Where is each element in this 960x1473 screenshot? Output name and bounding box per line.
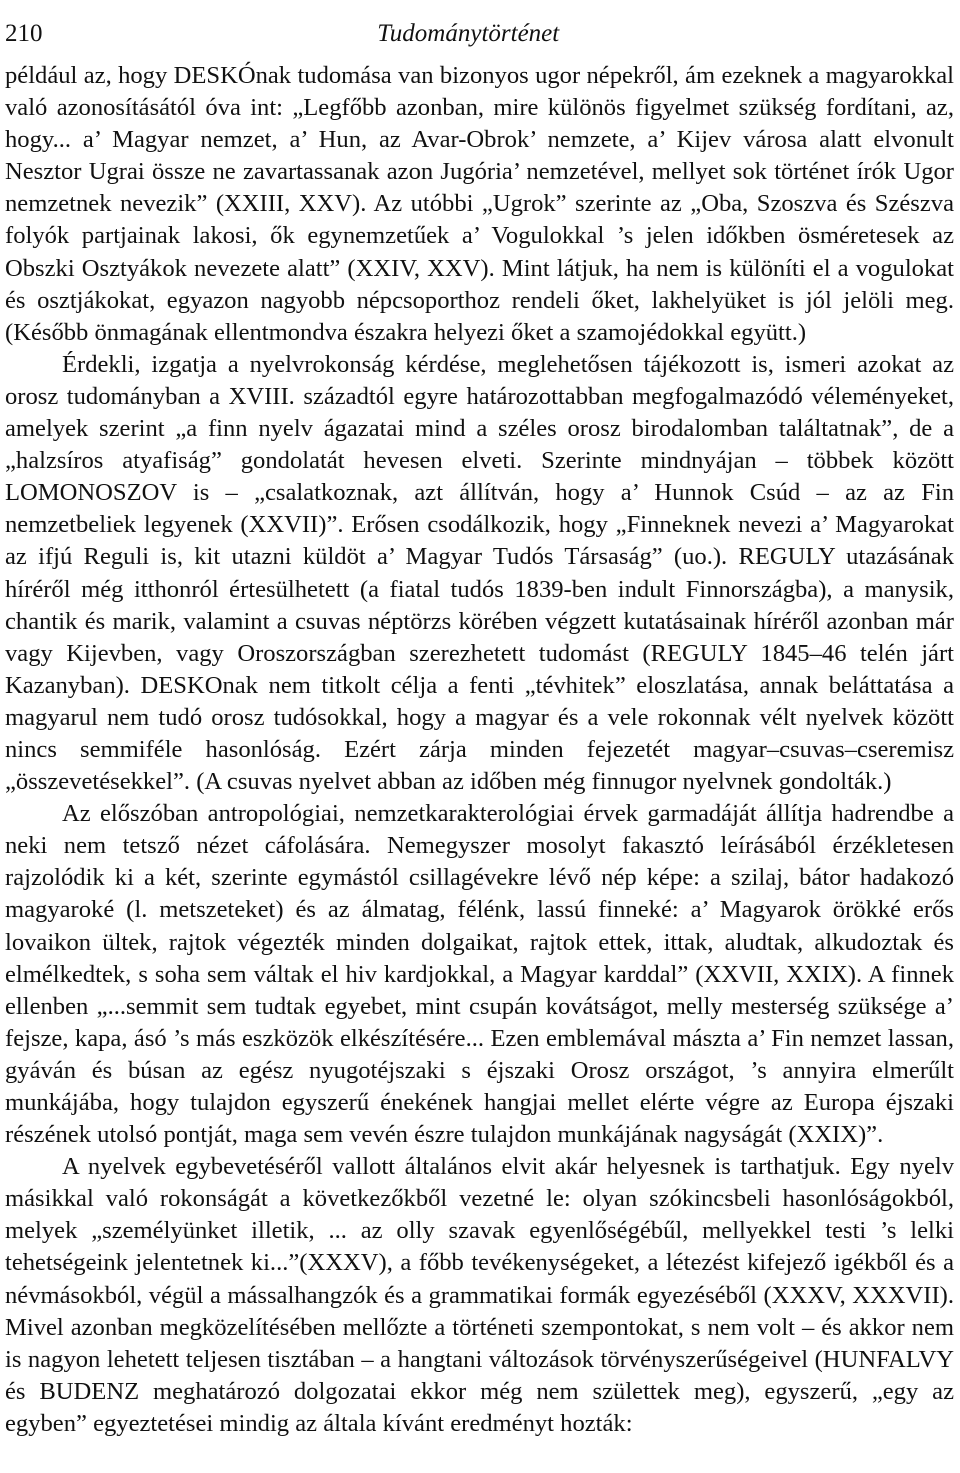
body-text: [5, 60, 954, 1440]
page-number: 210: [5, 20, 43, 47]
paragraph-1: például az, hogy DESKÓnak tudomása van bizonyos ugor népekről, ám ezeknek a magyarokkal való azonosításától óva int: „Legfőbb azonban, mire különös figyelmet szükség fordítani, az, hogy... a’ Magyar nemzet, a’ Hun, az Avar-Obrok’ nemzete, a’ Kijev városa alatt elvonult Nesztor Ugrai össze ne zavartassanak azon Jugória’ nemzetével, mellyet sok történet írók Ugor nemzetnek nevezik” (XXIII, XXV). Az utóbbi „Ugrok” szerinte az „Oba, Szoszva és Szészva folyók partjainak lakosi, ők egynemzetűek a’ Vogulokkal ’s jelen időkben ösméretesek az Obszki Osztyákok nevezete alatt” (XXIV, XXV). Mint látjuk, ha nem is különíti el a vogulokat és osztjákokat, egyazon nagyobb népcsoporthoz rendeli őket, lakhelyüket is jól jelöli meg. (Később önmagának ellentmondva északra helyezi őket a szamojédokkal együtt.): [5, 62, 954, 346]
running-title: Tudománytörténet: [377, 20, 560, 47]
paragraph-4: A nyelvek egybevetéséről vallott általános elvit akár helyesnek is tarthatjuk. Egy nyelv másikkal való rokonságát a következőkből vezetné le: olyan szókincsbeli hasonlóságokból, melyek „személyünket illetik, ... az olly szavak egyenlőségébűl, mellyekkel testi ’s lelki tehetségeink jelentetnek ki...”(XXXV), a főbb tevékenységeket, a létezést kifejező igékből és a névmásokból, végül a mássalhangzók és a grammatikai formák egyezéséből (XXXV, XXXVII). Mivel azonban megközelítésében mellőzte a történeti szempontokat, s nem volt – és akkor nem is nagyon lehetett teljesen tisztában – a hangtani változások törvényszerűségeivel (HUNFALVY és BUDENZ meghatározó dolgozatai ekkor még nem születtek meg), egyszerű, „egy az egyben” egyeztetései mindig az általa kívánt eredményt hozták:: [5, 1153, 954, 1437]
paragraph-2: Érdekli, izgatja a nyelvrokonság kérdése, meglehetősen tájékozott is, ismeri azokat az orosz tudományban a XVIII. századtól egyre határozottabban megfogalmazódó véleményeket, amelyek szerint „a finn nyelv ágazatai mind a széles orosz birodalomban találtatnak”, de a „halzsíros atyafiság” gondolatát hevesen elveti. Szerinte mindnyájan – többek között LOMONOSZOV is – „csalatkoznak, azt állítván, hogy a’ Hunnok Csúd – az az Fin nemzetbeliek legyenek (XXVII)”. Erősen csodálkozik, hogy „Finneknek nevezi a’ Magyarokat az ifjú Reguli is, kit utazni küldöt a’ Magyar Tudós Társaság” (uo.). REGULY utazásának híréről még itthonról értesülhetett (a fiatal tudós 1839-ben indult Finnországba), a manysik, chantik és marik, valamint a csuvas néptörzs körében végzett kutatásainak híréről azonban már vagy Kijevben, vagy Oroszországban szerezhetett tudomást (REGULY 1845–46 telén járt Kazanyban). DESKOnak nem titkolt célja a fenti „tévhitek” eloszlatása, annak beláttatása a magyarul nem tudó orosz tudósokkal, hogy a magyar és a vele rokonnak vélt nyelvek között nincs semmiféle hasonlóság. Ezért zárja minden fejezetét magyar–csuvas–cseremisz „összevetésekkel”. (A csuvas nyelvet abban az időben még finnugor nyelvnek gondolták.): [5, 350, 954, 796]
paragraph-3: Az előszóban antropológiai, nemzetkarakterológiai érvek garmadáját állítja hadrendbe a neki nem tetsző nézet cáfolására. Nemegyszer mosolyt fakasztó leírásából érzékletesen rajzolódik ki a két, szerinte egymástól csillagévekre lévő nép képe: a szilaj, bátor hadakozó magyaroké (l. metszeteket) és az álmatag, félénk, lassú finneké: a’ Magyarok örökké erős lovaikon ültek, rajtok végezték minden dolgaikat, rajtok ettek, ittak, aludtak, alkudoztak és elmélkedtek, s soha sem váltak el hiv kardjokkal, a Magyar karddal” (XXVII, XXIX). A finnek ellenben „...semmit sem tudtak egyebet, mint csupán kovátságot, melly mesterség szüksége a’ fejsze, kapa, ásó ’s más eszközök elkészítésére... Ezen emblemával mászta a’ Fin nemzet lassan, gyáván és búsan az egész nyugotéjszaki s éjszaki Orosz országot, ’s annyira elmerűlt munkájába, hogy tulajdon egyszerű énekének hangjai mellet elérte végre az Europa éjszaki részének utolsó pontját, maga sem vevén észre tulajdon munkájának nagyságát (XXIX)”.: [5, 800, 954, 1149]
page-header: [5, 0, 954, 46]
